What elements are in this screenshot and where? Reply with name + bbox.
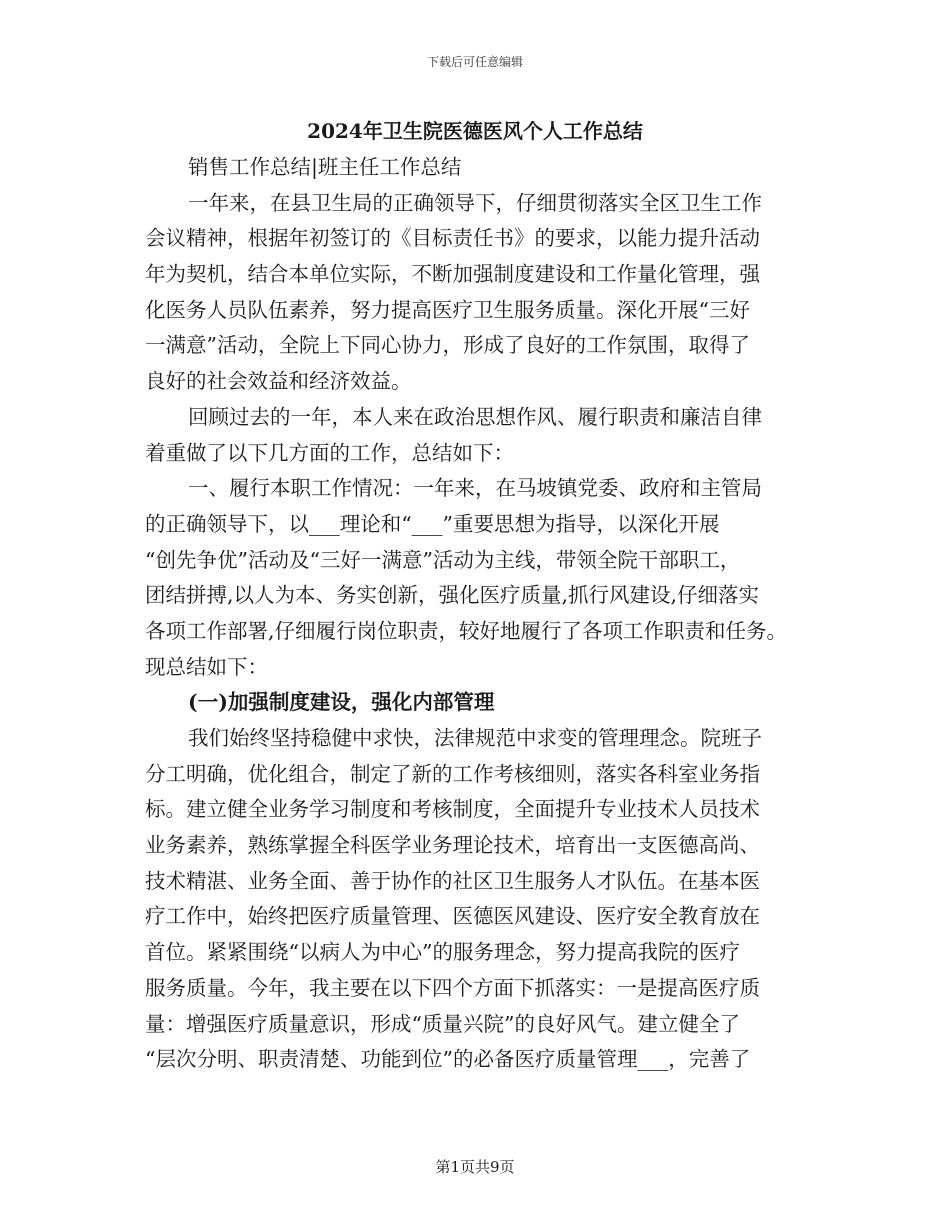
document-title: 2024年卫生院医德医风个人工作总结 (307, 119, 643, 143)
body-text-line: 分工明确，优化组合，制定了新的工作考核细则，落实各科室业务指 (145, 761, 760, 786)
body-text-line: 首位。紧紧围绕“以病人为中心”的服务理念，努力提高我院的医疗 (145, 940, 740, 965)
body-text-line: “创先争优”活动及“三好一满意”活动为主线，带领全院干部职工， (145, 547, 741, 572)
body-text-line: 标。建立健全业务学习制度和考核制度，全面提升专业技术人员技术 (145, 797, 760, 822)
body-text-line: 服务质量。今年，我主要在以下四个方面下抓落实：一是提高医疗质 (145, 975, 760, 1000)
body-text-line: 技术精湛、业务全面、善于协作的社区卫生服务人才队伍。在基本医 (145, 868, 760, 893)
body-text-line: 我们始终坚持稳健中求快，法律规范中求变的管理理念。院班子 (188, 726, 762, 750)
body-text-line: 年为契机，结合本单位实际，不断加强制度建设和工作量化管理，强 (145, 262, 760, 287)
body-text-line: 各项工作部署,仔细履行岗位职责，较好地履行了各项工作职责和任务。 (145, 618, 788, 643)
body-text-line: 现总结如下： (145, 654, 268, 679)
body-text-line: 销售工作总结|班主任工作总结 (188, 155, 462, 179)
body-text-line: 着重做了以下几方面的工作，总结如下： (145, 440, 514, 465)
body-text-line: 会议精神，根据年初签订的《目标责任书》的要求，以能力提升活动 (145, 226, 760, 251)
body-text-line: 量：增强医疗质量意识，形成“质量兴院”的良好风气。建立健全了 (145, 1011, 740, 1036)
body-text-line: 良好的社会效益和经济效益。 (145, 369, 412, 394)
body-text-line: 团结拼搏,以人为本、务实创新，强化医疗质量,抓行风建设,仔细落实 (145, 583, 760, 608)
page-footer: 第1页共9页 (435, 1158, 515, 1176)
body-text-line: 一满意”活动，全院上下同心协力，形成了良好的工作氛围，取得了 (145, 333, 750, 358)
body-text-line: 化医务人员队伍素养，努力提高医疗卫生服务质量。深化开展“三好 (145, 297, 750, 322)
body-text-line: “层次分明、职责清楚、功能到位”的必备医疗质量管理___，完善了 (145, 1047, 751, 1072)
body-text-line: 疗工作中，始终把医疗质量管理、医德医风建设、医疗安全教育放在 (145, 904, 760, 929)
section-heading: (一)加强制度建设，强化内部管理 (188, 690, 495, 715)
document-body (145, 150, 805, 1078)
body-text-line: 业务素养，熟练掌握全科医学业务理论技术，培育出一支医德高尚、 (145, 833, 760, 858)
body-text-line: 的正确领导下，以___理论和“___”重要思想为指导，以深化开展 (145, 511, 720, 536)
header-note: 下载后可任意编辑 (426, 55, 523, 69)
body-text-line: 一、履行本职工作情况：一年来，在马坡镇党委、政府和主管局 (188, 476, 762, 501)
body-text-line: 一年来，在县卫生局的正确领导下，仔细贯彻落实全区卫生工作 (188, 190, 762, 215)
body-text-line: 回顾过去的一年，本人来在政治思想作风、履行职责和廉洁自律 (188, 404, 762, 429)
